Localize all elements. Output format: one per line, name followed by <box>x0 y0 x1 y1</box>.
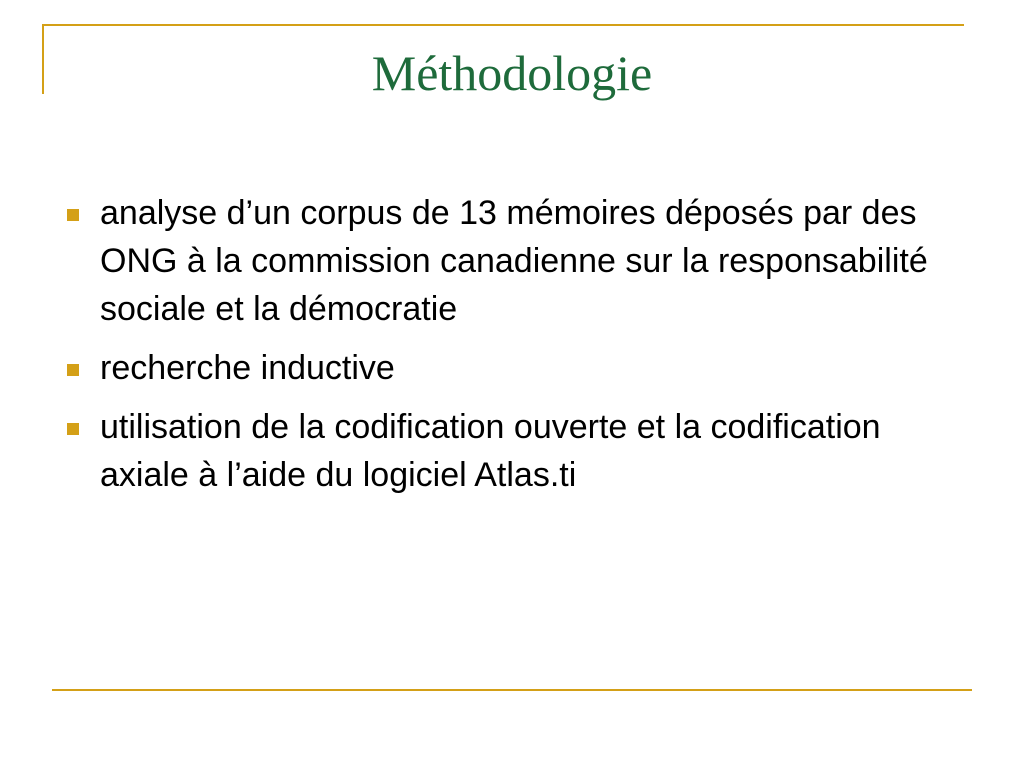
frame-bottom-line <box>52 689 972 691</box>
bullet-item <box>60 189 970 333</box>
bullet-text: recherche inductive <box>100 349 395 387</box>
bullet-text: analyse d’un corpus de 13 mémoires déposés par des ONG à la commission canadienne sur la responsabilité sociale et la démocratie <box>100 194 928 328</box>
bullet-text: utilisation de la codification ouverte et la codification axiale à l’aide du logiciel Atlas.ti <box>100 408 881 494</box>
square-bullet-icon <box>67 423 79 435</box>
square-bullet-icon <box>67 364 79 376</box>
bullet-list <box>60 189 970 510</box>
square-bullet-icon <box>67 209 79 221</box>
bullet-item <box>60 403 970 499</box>
bullet-item <box>60 344 970 392</box>
slide-title: Méthodologie <box>371 45 653 101</box>
frame-top-line <box>42 24 964 26</box>
